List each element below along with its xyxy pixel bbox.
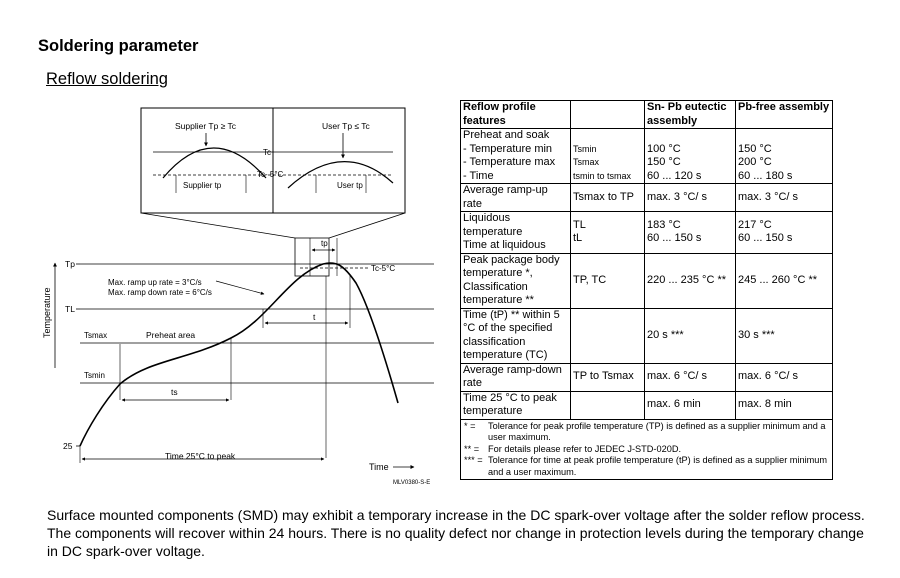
table-row [461, 253, 833, 308]
ramp-up-symbol: Tsmax to TP [571, 184, 645, 212]
footnote-text: Tolerance for peak profile temperature (TP) is defined as a supplier minimum and a user maximum. [488, 420, 826, 442]
time-within-label: Time (tP) ** within 5 °C of the specified classification temperature (TC) [461, 308, 571, 363]
tsmax-label: Tsmax [84, 331, 108, 340]
ramp-down-pbfree: max. 6 °C/ s [736, 363, 833, 391]
time-liquidous-label: Time at liquidous [463, 239, 546, 251]
footnote [464, 444, 829, 456]
inset-user-title: User Tp ≤ Tc [322, 121, 370, 131]
tp-duration-label: tp [321, 239, 328, 248]
preheat-label-time: - Time [463, 169, 494, 182]
table-row [461, 184, 833, 212]
time-liquidous-symbol: tL [573, 232, 583, 245]
table-row [461, 212, 833, 254]
y-axis-label: Temperature [42, 287, 52, 338]
footnote-mark: * = [464, 420, 476, 431]
time-within-pbfree: 30 s *** [736, 308, 833, 363]
ts-label: ts [171, 387, 178, 397]
ramp-down-snpb: max. 6 °C/ s [645, 363, 736, 391]
preheat-symbol-time: tsmin to tsmax [573, 170, 632, 181]
table-row [461, 391, 833, 419]
table-row [461, 363, 833, 391]
preheat-symbol-min: Tsmin [573, 143, 597, 154]
tc-minus-5-label: Tc-5°C [371, 264, 396, 273]
preheat-title: Preheat and soak [463, 129, 550, 141]
ramp-down-label: Average ramp-down rate [461, 363, 571, 391]
ramp-up-text: Max. ramp up rate = 3°C/s [108, 278, 202, 287]
table-footnotes [461, 419, 833, 480]
ramp-up-label: Average ramp-up rate [461, 184, 571, 212]
inset-supplier-tp: Supplier tp [183, 181, 222, 190]
header-features: Reflow profile features [461, 101, 571, 129]
table-row [461, 308, 833, 363]
inset-tc-minus-label: Tc- 5°C [257, 170, 284, 179]
time25-pbfree: max. 8 min [736, 391, 833, 419]
reflow-profile-table [460, 100, 833, 480]
footnote [464, 455, 829, 478]
preheat-label-max: - Temperature max [463, 156, 556, 168]
section-title: Soldering parameter [38, 37, 199, 55]
time-liquidous-snpb: 60 ... 150 s [647, 232, 702, 245]
liquidous-snpb: 183 °C [647, 218, 681, 231]
liquidous-pbfree: 217 °C [738, 218, 772, 231]
header-symbol [571, 101, 645, 129]
preheat-pbfree-time: 60 ... 180 s [738, 169, 793, 182]
time25-snpb: max. 6 min [645, 391, 736, 419]
footnote-text: Tolerance for time at peak profile temperature (tP) is defined as a supplier minimum and a user maximum. [488, 455, 828, 477]
ramp-down-text: Max. ramp down rate = 6°C/s [108, 288, 212, 297]
tick-tl-label: TL [65, 304, 75, 314]
time-within-snpb: 20 s *** [645, 308, 736, 363]
footnote [464, 421, 829, 444]
footnote-mark: ** = [464, 443, 480, 454]
preheat-pbfree-min: 150 °C [738, 142, 772, 155]
preheat-snpb-time: 60 ... 120 s [647, 169, 702, 182]
liquidous-symbol: TL [573, 218, 586, 231]
inset-user-tp: User tp [337, 181, 363, 190]
subsection-title: Reflow soldering [46, 70, 168, 88]
inset-diagram [141, 108, 405, 213]
tsmin-label: Tsmin [84, 371, 105, 380]
y-axis [55, 263, 80, 446]
x-axis-label: Time [369, 462, 389, 472]
ramp-down-symbol: TP to Tsmax [571, 363, 645, 391]
preheat-snpb-min: 100 °C [647, 142, 681, 155]
peak-symbol: TP, TC [571, 253, 645, 308]
ramp-up-pbfree: max. 3 °C/ s [736, 184, 833, 212]
tl-duration-label: t [313, 312, 316, 322]
time25-label: Time 25 °C to peak temperature [461, 391, 571, 419]
header-pbfree: Pb-free assembly [736, 101, 833, 129]
table-row [461, 129, 833, 184]
tick-25-label: 25 [63, 441, 73, 451]
bottom-paragraph: Surface mounted components (SMD) may exhibit a temporary increase in the DC spark-over voltage after the solder reflow process. The components will recover within 24 hours. There is no quality defect nor change in protection levels during the temporary change in DC spark-over voltage. [47, 507, 865, 559]
time-liquidous-pbfree: 60 ... 150 s [738, 232, 793, 245]
header-snpb: Sn- Pb eutectic assembly [645, 101, 736, 129]
preheat-label-min: - Temperature min [463, 142, 553, 155]
ramp-up-snpb: max. 3 °C/ s [645, 184, 736, 212]
preheat-snpb-max: 150 °C [647, 156, 681, 168]
peak-label: Peak package body temperature *, Classification temperature ** [461, 253, 571, 308]
table-header-row [461, 101, 833, 129]
time-to-peak-label: Time 25°C to peak [165, 451, 236, 461]
inset-supplier-title: Supplier Tp ≥ Tc [175, 121, 237, 131]
preheat-label: Preheat area [146, 330, 196, 340]
peak-snpb: 220 ... 235 °C ** [645, 253, 736, 308]
figure-code: MLV0380-S-E [393, 480, 431, 486]
preheat-symbol-max: Tsmax [573, 157, 600, 167]
liquidous-label: Liquidous temperature [463, 212, 523, 238]
tick-tp-label: Tp [65, 259, 75, 269]
footnote-mark: *** = [464, 455, 483, 465]
peak-pbfree: 245 ... 260 °C ** [736, 253, 833, 308]
inset-tc-label: Tc [263, 148, 271, 157]
footnote-text: For details please refer to JEDEC J-STD-020D. [488, 443, 682, 454]
reflow-profile-diagram [38, 98, 458, 490]
preheat-pbfree-max: 200 °C [738, 156, 772, 168]
